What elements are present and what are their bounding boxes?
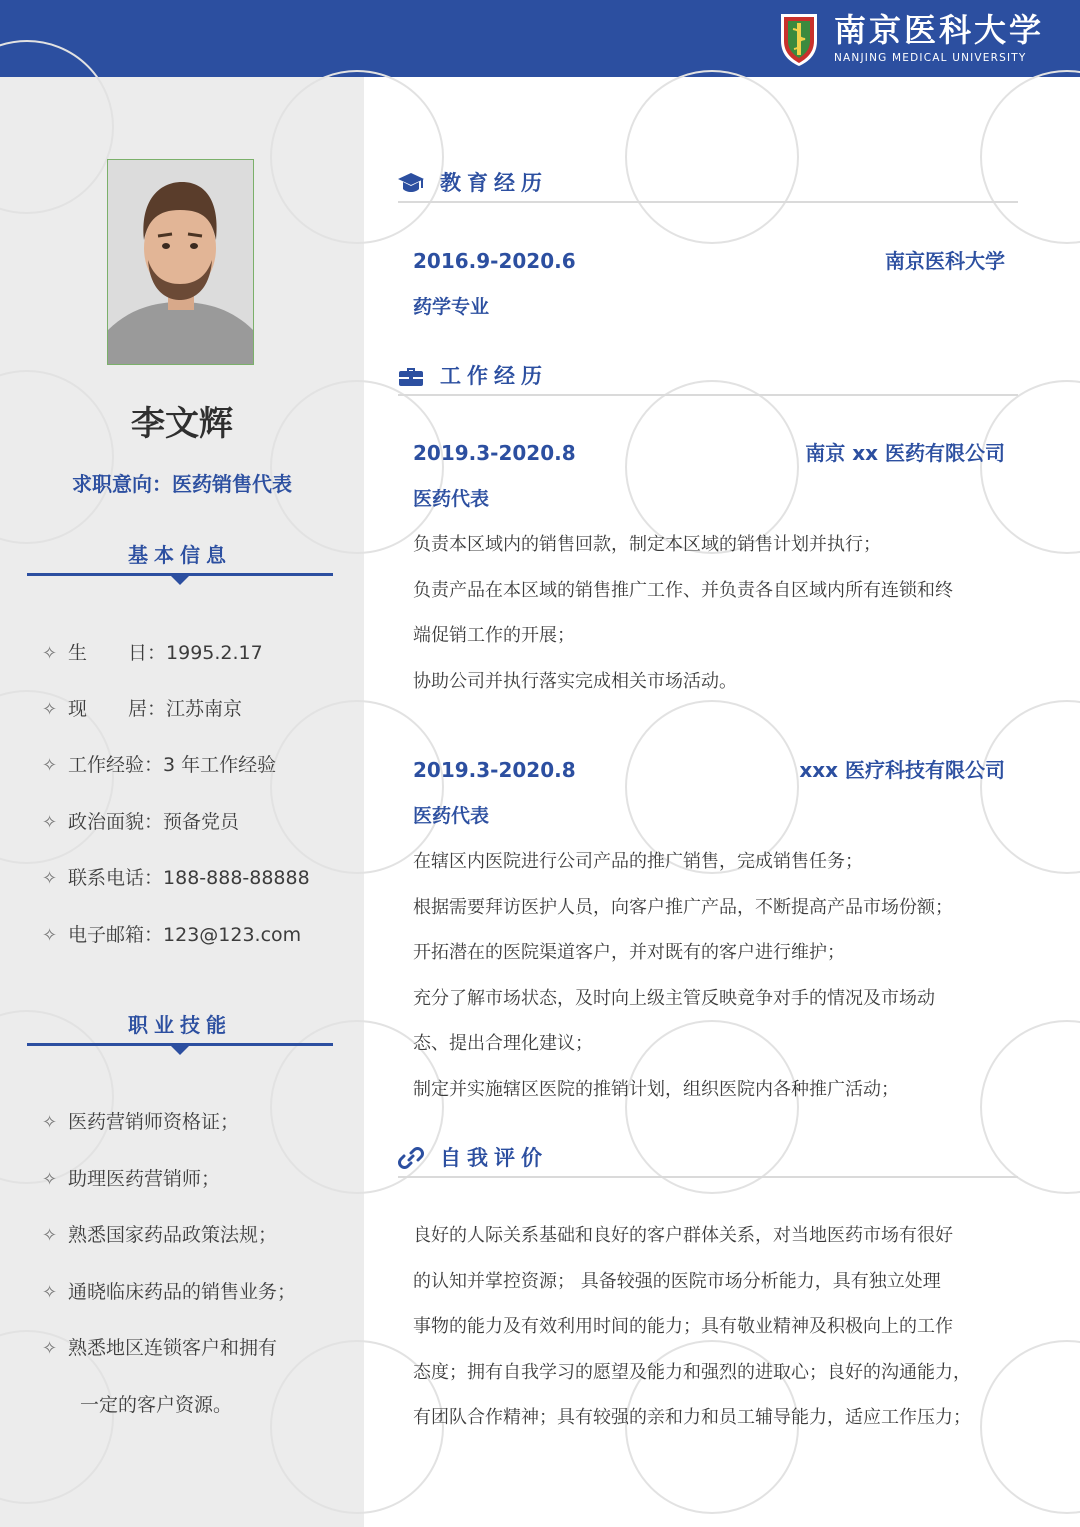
self-eval-line: 态度；拥有自我学习的愿望及能力和强烈的进取心；良好的沟通能力， <box>413 1361 971 1383</box>
info-row-birthday <box>42 639 263 668</box>
job-company: xxx 医疗科技有限公司 <box>799 758 1005 782</box>
education-school: 南京医科大学 <box>885 249 1005 273</box>
header-bar <box>0 0 1080 77</box>
job-duties <box>413 522 1013 704</box>
self-eval-line: 的认知并掌控资源； 具备较强的医院市场分析能力，具有独立处理 <box>413 1270 941 1292</box>
profile-photo <box>107 159 254 365</box>
self-eval-line: 良好的人际关系基础和良好的客户群体关系，对当地医药市场有很好 <box>413 1225 953 1246</box>
job-role: 医药代表 <box>413 805 490 827</box>
education-divider <box>398 201 1018 203</box>
info-row-email <box>42 921 301 950</box>
skill-text: 熟悉国家药品政策法规； <box>68 1224 278 1246</box>
skill-item <box>42 1334 277 1363</box>
star-bullet-icon: ✧ <box>42 1112 58 1133</box>
candidate-name: 李文辉 <box>131 404 233 444</box>
info-label: 工作经验： <box>68 754 164 776</box>
job-date: 2019.3-2020.8 <box>413 758 576 782</box>
info-label-suffix: 居： <box>128 698 167 720</box>
info-label: 生 <box>68 642 88 664</box>
education-date: 2016.9-2020.6 <box>413 249 576 273</box>
link-icon <box>398 1145 424 1171</box>
self-eval-divider <box>398 1176 1018 1178</box>
info-value: 3 年工作经验 <box>163 754 277 776</box>
info-row-phone <box>42 864 310 893</box>
job-duty-line: 制定并实施辖区医院的推销计划，组织医院内各种推广活动； <box>413 1078 899 1100</box>
job-duty-line: 端促销工作的开展； <box>413 625 575 646</box>
info-value: 188-888-88888 <box>163 867 310 889</box>
person-avatar-icon <box>108 160 253 364</box>
skill-item-continuation: 一定的客户资源。 <box>80 1394 233 1416</box>
skill-text: 助理医药营销师； <box>68 1168 221 1190</box>
self-eval-line: 事物的能力及有效利用时间的能力；具有敬业精神及积极向上的工作 <box>413 1316 953 1337</box>
job-duty-line: 态、提出合理化建议； <box>413 1033 593 1054</box>
star-bullet-icon: ✧ <box>42 1338 58 1359</box>
info-value: 1995.2.17 <box>166 642 263 664</box>
star-bullet-icon: ✧ <box>42 1225 58 1246</box>
self-eval-line: 有团队合作精神；具有较强的亲和力和员工辅导能力，适应工作压力； <box>413 1407 971 1428</box>
job-duty-line: 在辖区内医院进行公司产品的推广销售，完成销售任务； <box>413 851 863 872</box>
info-row-residence <box>42 695 242 724</box>
info-label-suffix: 日： <box>128 642 167 664</box>
job-date: 2019.3-2020.8 <box>413 441 576 465</box>
university-name-en: NANJING MEDICAL UNIVERSITY <box>834 52 1027 64</box>
job-duty-line: 根据需要拜访医护人员，向客户推广产品，不断提高产品市场份额； <box>413 896 953 918</box>
skills-title: 职业技能 <box>128 1013 232 1037</box>
job-intent: 求职意向：医药销售代表 <box>72 472 292 496</box>
star-bullet-icon: ✧ <box>42 1282 58 1303</box>
info-value: 123@123.com <box>163 924 302 946</box>
university-name-cn: 南京医科大学 <box>834 11 1045 49</box>
skill-text: 通晓临床药品的销售业务； <box>68 1281 297 1303</box>
job-duty-line: 开拓潜在的医院渠道客户，并对既有的客户进行维护； <box>413 942 845 963</box>
info-label: 联系电话： <box>68 867 164 889</box>
job-duty-line: 负责产品在本区域的销售推广工作、并负责各自区域内所有连锁和终 <box>413 579 953 601</box>
info-label: 现 <box>68 698 88 720</box>
briefcase-icon <box>398 363 424 389</box>
info-row-experience <box>42 751 276 780</box>
info-value: 江苏南京 <box>166 698 243 720</box>
star-bullet-icon: ✧ <box>42 812 58 833</box>
work-divider <box>398 394 1018 396</box>
skill-text: 熟悉地区连锁客户和拥有 <box>68 1337 278 1359</box>
star-bullet-icon: ✧ <box>42 1169 58 1190</box>
self-eval-title: 自我评价 <box>440 1146 548 1170</box>
skill-item <box>42 1108 239 1137</box>
job-duty-line: 负责本区域内的销售回款，制定本区域的销售计划并执行； <box>413 534 881 555</box>
skill-item <box>42 1278 296 1307</box>
watermark-ring <box>980 70 1080 244</box>
info-label: 政治面貌： <box>68 811 164 833</box>
star-bullet-icon: ✧ <box>42 643 58 664</box>
watermark-ring <box>625 70 799 244</box>
university-logo-icon <box>778 11 820 67</box>
info-label: 电子邮箱： <box>68 924 164 946</box>
work-title: 工作经历 <box>440 364 548 388</box>
graduation-cap-icon <box>398 170 424 196</box>
skill-text: 医药营销师资格证； <box>68 1111 240 1133</box>
basic-info-divider-arrow <box>171 576 189 585</box>
job-company: 南京 xx 医药有限公司 <box>805 441 1005 465</box>
skill-item <box>42 1221 277 1250</box>
skills-divider-arrow <box>171 1046 189 1055</box>
skill-item <box>42 1165 220 1194</box>
star-bullet-icon: ✧ <box>42 699 58 720</box>
education-major: 药学专业 <box>413 296 490 318</box>
basic-info-title: 基本信息 <box>128 543 232 567</box>
star-bullet-icon: ✧ <box>42 755 58 776</box>
job-role: 医药代表 <box>413 488 490 510</box>
star-bullet-icon: ✧ <box>42 925 58 946</box>
info-value: 预备党员 <box>163 811 240 833</box>
education-title: 教育经历 <box>440 171 548 195</box>
star-bullet-icon: ✧ <box>42 868 58 889</box>
info-row-political <box>42 808 239 837</box>
job-duties <box>413 839 1013 1112</box>
self-eval-text <box>413 1213 1013 1441</box>
job-duty-line: 充分了解市场状态，及时向上级主管反映竟争对手的情况及市场动 <box>413 987 935 1009</box>
job-duty-line: 协助公司并执行落实完成相关市场活动。 <box>413 670 737 692</box>
